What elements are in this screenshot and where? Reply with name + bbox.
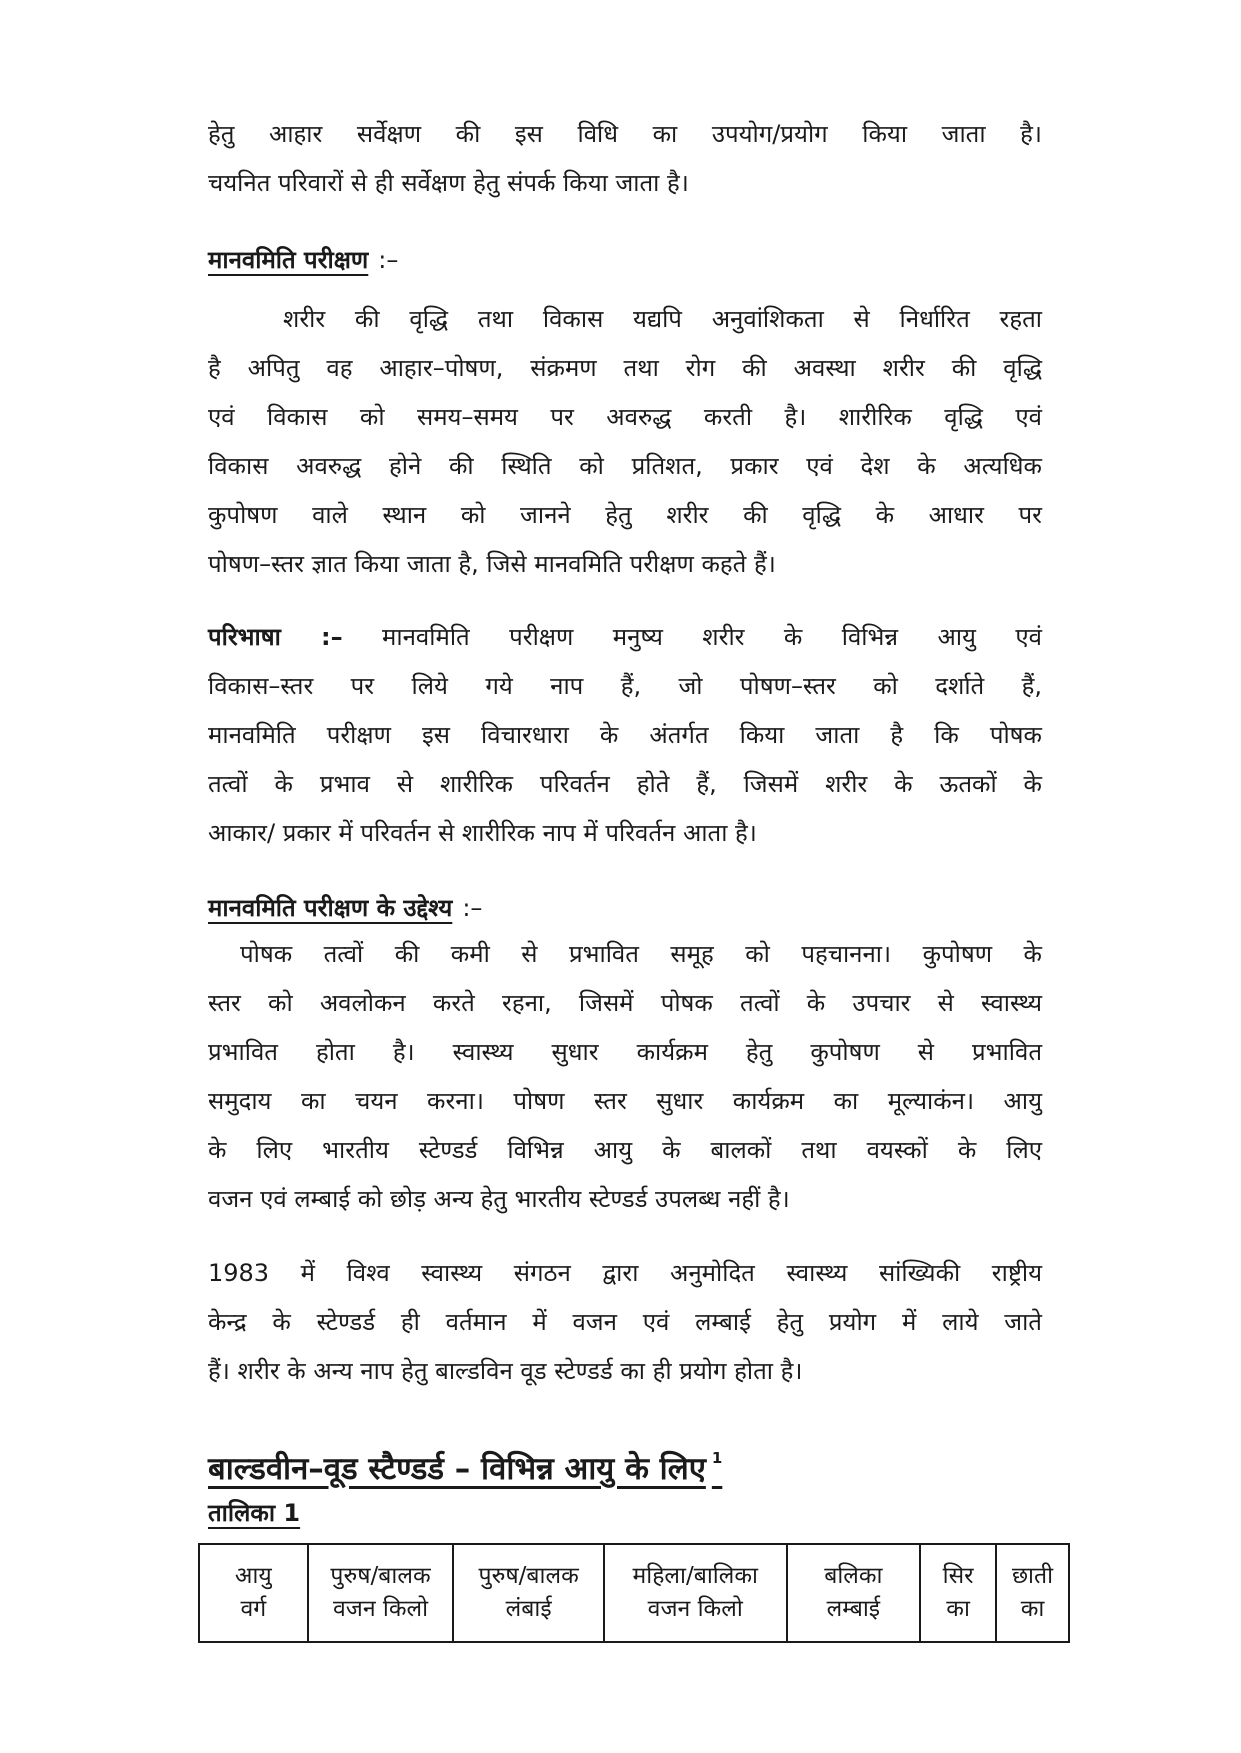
standard-heading — [208, 1436, 722, 1491]
objectives-paragraph — [208, 930, 1042, 1224]
text-line: मानवमिति परीक्षण इस विचारधारा के अंतर्गत किया जाता है कि पोषक — [208, 721, 1042, 749]
anthropometry-paragraph — [208, 295, 1042, 589]
header-line: वजन किलो — [332, 1596, 429, 1622]
table-header-cell — [199, 1544, 308, 1642]
header-line: सिर — [942, 1563, 974, 1589]
section-heading-objectives — [208, 888, 482, 928]
text-line: हैं। शरीर के अन्य नाप हेतु बाल्डविन वूड स्टेण्डर्ड का ही प्रयोग होता है। — [208, 1357, 803, 1385]
table-header-cell — [920, 1544, 996, 1642]
table-header-row — [199, 1544, 1069, 1642]
section-heading-anthropometry — [208, 240, 398, 280]
header-line: पुरुष/बालक — [478, 1563, 579, 1589]
text-line: समुदाय का चयन करना। पोषण स्तर सुधार कार्यक्रम का मूल्याकंन। आयु — [208, 1087, 1042, 1115]
text-line: स्तर को अवलोकन करते रहना, जिसमें पोषक तत्वों के उपचार से स्वास्थ्य — [208, 989, 1042, 1017]
text-line: प्रभावित होता है। स्वास्थ्य सुधार कार्यक्रम हेतु कुपोषण से प्रभावित — [208, 1038, 1042, 1066]
text-line: वजन एवं लम्बाई को छोड़ अन्य हेतु भारतीय स्टेण्डर्ड उपलब्ध नहीं है। — [208, 1185, 790, 1213]
header-line: वजन किलो — [647, 1596, 743, 1622]
header-line: का — [1020, 1596, 1045, 1622]
header-line: छाती — [1011, 1563, 1054, 1589]
text-line: कुपोषण वाले स्थान को जानने हेतु शरीर की वृद्धि के आधार पर — [208, 501, 1043, 529]
text-line: शरीर की वृद्धि तथा विकास यद्यपि अनुवांशिकता से निर्धारित रहता — [283, 305, 1042, 333]
header-line: वर्ग — [240, 1596, 267, 1622]
text-line: हेतु आहार सर्वेक्षण की इस विधि का उपयोग/प्रयोग किया जाता है। — [208, 120, 1042, 148]
text-line: आकार/ प्रकार में परिवर्तन से शारीरिक नाप में परिवर्तन आता है। — [208, 819, 757, 847]
standards-table — [198, 1543, 1070, 1643]
text-line: है अपितु वह आहार–पोषण, संक्रमण तथा रोग की अवस्था शरीर की वृद्धि — [208, 354, 1042, 382]
table-header-cell — [604, 1544, 787, 1642]
heading-text: मानवमिति परीक्षण के उद्देश्य — [208, 894, 453, 922]
text-line: केन्द्र के स्टेण्डर्ड ही वर्तमान में वजन एवं लम्बाई हेतु प्रयोग में लाये जाते — [208, 1308, 1042, 1336]
heading-text: मानवमिति परीक्षण — [208, 246, 369, 274]
header-line: लंबाई — [505, 1596, 552, 1622]
definition-label: परिभाषा :– — [208, 623, 343, 651]
header-line: आयु — [234, 1563, 272, 1589]
header-line: पुरुष/बालक — [330, 1563, 431, 1589]
text-line: के लिए भारतीय स्टेण्डर्ड विभिन्न आयु के बालकों तथा वयस्कों के लिए — [208, 1136, 1042, 1164]
text-line: विकास–स्तर पर लिये गये नाप हैं, जो पोषण–स्तर को दर्शाते हैं, — [208, 672, 1042, 700]
header-line: बलिका — [824, 1563, 883, 1589]
text-line: पोषण–स्तर ज्ञात किया जाता है, जिसे मानवमिति परीक्षण कहते हैं। — [208, 550, 776, 578]
definition-first-line: मानवमिति परीक्षण मनुष्य शरीर के विभिन्न आयु एवं — [382, 623, 1042, 651]
text-line: एवं विकास को समय–समय पर अवरुद्ध करती है। शारीरिक वृद्धि एवं — [208, 403, 1042, 431]
header-line: लम्बाई — [826, 1596, 881, 1622]
header-line: महिला/बालिका — [632, 1563, 758, 1589]
definition-paragraph — [208, 613, 1042, 858]
table-caption: तालिका 1 — [208, 1499, 301, 1527]
standard-heading-text: बाल्डवीन–वूड स्टैण्डर्ड – विभिन्न आयु के लिए — [208, 1451, 706, 1487]
heading-suffix: :– — [462, 894, 483, 922]
text-line: तत्वों के प्रभाव से शारीरिक परिवर्तन होते हैं, जिसमें शरीर के ऊतकों के — [208, 770, 1042, 798]
text-line: चयनित परिवारों से ही सर्वेक्षण हेतु संपर्क किया जाता है। — [208, 169, 689, 197]
text-line: 1983 में विश्व स्वास्थ्य संगठन द्वारा अनुमोदित स्वास्थ्य सांख्यिकी राष्ट्रीय — [208, 1259, 1042, 1287]
table-header-cell — [308, 1544, 454, 1642]
header-line: का — [946, 1596, 970, 1622]
who-paragraph — [208, 1249, 1042, 1396]
text-line: पोषक तत्वों की कमी से प्रभावित समूह को पहचानना। कुपोषण के — [240, 940, 1042, 968]
table-header-cell — [453, 1544, 604, 1642]
heading-suffix: :– — [378, 246, 399, 274]
footnote-marker: 1 — [711, 1449, 723, 1467]
intro-paragraph — [208, 110, 1042, 208]
table-header-cell — [787, 1544, 921, 1642]
text-line — [208, 613, 1042, 662]
table-header-cell — [996, 1544, 1069, 1642]
text-line: विकास अवरुद्ध होने की स्थिति को प्रतिशत, प्रकार एवं देश के अत्यधिक — [208, 452, 1042, 480]
